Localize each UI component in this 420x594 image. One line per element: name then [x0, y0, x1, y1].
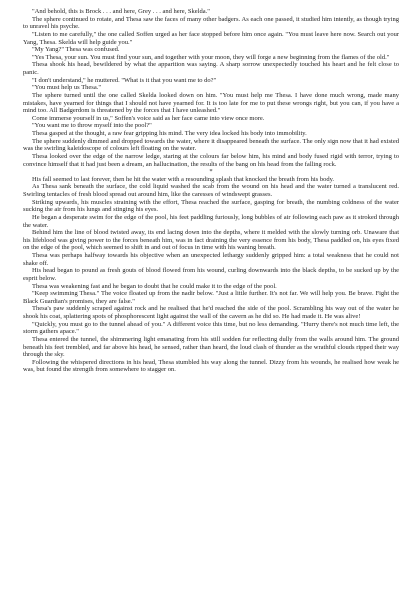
paragraph: "And behold, this is Brock . . . and here, Grey . . . and here, Skelda." [32, 8, 210, 15]
paragraph: Come immerse yourself in us," Soffen's voice said as her face came into view once more. [32, 114, 265, 122]
paragraph: Thesa gasped at the thought, a raw fear gripping his mind. The very idea locked his body into immobility. [32, 130, 307, 137]
paragraph: Striking upwards, his muscles straining with the effort, Thesa reached the surface, gasping for breath, the numbing coldness of the water sucking the air from his lungs and stinging his eyes. [23, 198, 399, 214]
paragraph: The sphere turned until the one called Skelda looked down on him. "You must help me Thesa. I have done much wrong, made many mistakes, have yearned for things that I should not have yearned for. It is too late for me to put these wrongs right, but you can, if you have a mind too. All Badgerdom is threatened by the forces that I have unleashed." [23, 91, 399, 115]
paragraph: His fall seemed to last forever, then he hit the water with a resounding splash that knocked the breath from his body. [32, 175, 335, 183]
paragraph: His head began to pound as fresh gouts of blood flowed from his wound, curling downwards into the black depths, to be sucked up by the esprit below. [23, 267, 399, 282]
paragraph: Behind him the line of blood twisted away, its end lacing down into the depths, where it melded with the slowly turning orb. Unaware that his lifeblood was giving power to the forces beneath him, was in fact draining the very essence from his body, Thesa paddled on, his eyes fixed on the edge of the pool, which seemed to shift in and out of focus in time with his waning breath. [23, 229, 399, 252]
paragraph: Thesa shook his head, bewildered by what the apparition was saying. A sharp sorrow unexpectedly touched his heart and he felt close to panic. [23, 61, 399, 76]
paragraph: Thesa's paw suddenly scraped against rock and he realised that he'd reached the side of the pool. Scrambling his way out of the water he shook his coat, splattering spots of phosphorescent light against the wall of the cavern as he did so. He had made it. He was alive! [23, 305, 399, 320]
paragraph: Thesa looked over the edge of the narrow ledge, staring at the colours far below him, his mind and body fused rigid with terror, trying to convince himself that it had just been a dream, an hallucination, the results of the bang on his head from the falling rock. [23, 152, 399, 168]
paragraph: "Yes Thesa, your sun. You must find your sun, and together with your moon, they will forge a new beginning from the flames of the old." [32, 53, 390, 61]
paragraph: "I don't understand," he muttered. "What is it that you want me to do?" [32, 76, 217, 84]
paragraph: "You want me to throw myself into the pool?" [32, 122, 152, 130]
paragraph: Thesa was perhaps halfway towards his objective when an unexpected lethargy suddenly gripped him: a total weakness that he could not shake off. [23, 252, 399, 267]
paragraph: "Keep swimming Thesa." The voice floated up from the nadir below. "Just a little further. It's not far. We will help you. Be brave. Fight the Black Guardian's promises, they are false." [23, 290, 399, 305]
paragraph: "Listen to me carefully," the one called Soffen urged as her face stopped before him once again. "You must leave here now. Search out your Yang, Thesa. Skelda will help guide you." [23, 30, 399, 46]
paragraph: He began a desperate swim for the edge of the pool, his feet paddling furiously, long bubbles of air following each paw as it stroked through the water. [23, 213, 399, 229]
scene-break: * [209, 168, 213, 176]
paragraph: "Quickly, you must go to the tunnel ahead of you." A different voice this time, but no less demanding. "Hurry there's not much time left, the storm gathers apace." [23, 320, 399, 336]
paragraph: Following the whispered directions in his head, Thesa stumbled his way along the tunnel. Dizzy from his wounds, he realised how weak he was, but found the strength from somewhere to stagger on. [23, 358, 399, 374]
page-text [23, 8, 399, 374]
paragraph: Thesa was weakening fast and he began to doubt that he could make it to the edge of the pool. [32, 282, 277, 290]
paragraph: "My Yang?" Thesa was confused. [32, 46, 120, 54]
paragraph: As Thesa sank beneath the surface, the cold liquid washed the scab from the wound on his head and the water turned a translucent red. Swirling tentacles of fresh blood spread out around him, like the caresses of windswept grasses. [23, 183, 399, 198]
paragraph: The sphere suddenly dimmed and dropped towards the water, where it disappeared beneath the surface. The only sign now that it had existed was the swirling kaleidoscope of colours left floating on the water. [23, 137, 399, 153]
paragraph: "You must help us Thesa." [32, 84, 101, 92]
paragraph: The sphere continued to rotate, and Thesa saw the faces of many other badgers. As each one passed, it studied him intently, as though trying to unravel his psyche. [23, 15, 399, 31]
paragraph: Thesa entered the tunnel, the shimmering light emanating from his still sodden fur reflecting dully from the walls around him. The ground beneath his feet trembled, and far above his head, he sensed, rather than heard, the loud clash of thunder as the wrathful clouds ripped their way through the sky. [23, 335, 399, 359]
